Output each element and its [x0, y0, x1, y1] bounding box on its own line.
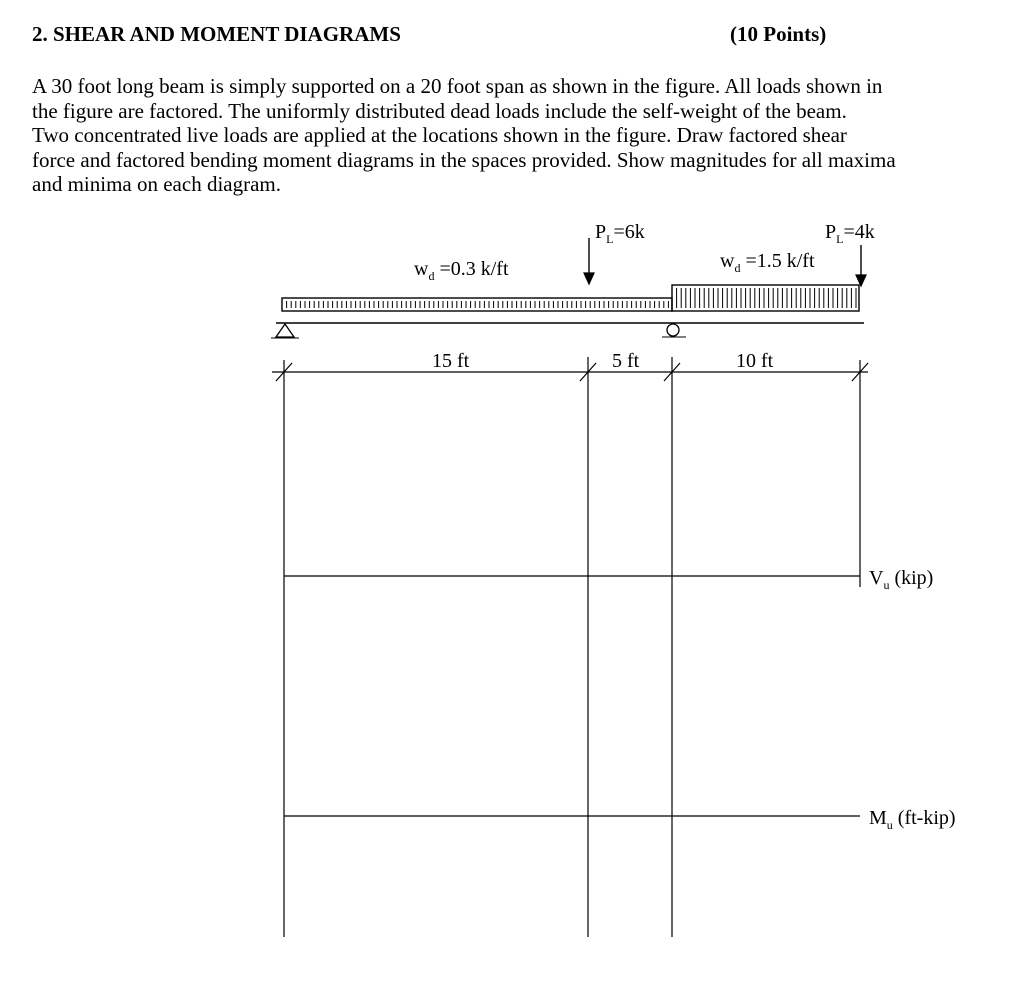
roller-support: [667, 324, 679, 336]
point-load-1-label: $P_L=6k$: [595, 221, 645, 246]
problem-line: and minima on each diagram.: [32, 172, 281, 197]
shear-diagram-label: $V_u$ (kip): [869, 567, 934, 592]
problem-points: (10 Points): [730, 22, 827, 46]
problem-line: A 30 foot long beam is simply supported on a 20 foot span as shown in the figure. All loads shown in: [32, 74, 883, 98]
problem-line: the figure are factored. The uniformly distributed dead loads include the self-weight of the beam.: [32, 98, 847, 123]
pin-support: [276, 324, 294, 337]
point-load-1-arrowhead: [584, 273, 594, 284]
udl-2-hatch: [677, 288, 856, 308]
problem-line: force and factored bending moment diagrams in the spaces provided. Show magnitudes for all maxima: [32, 147, 896, 172]
moment-diagram-label: $M_u$ (ft-kip): [869, 807, 956, 832]
point-load-2-label: $P_L=4k$: [825, 221, 875, 246]
dimension-label-5ft: 5 ft: [612, 350, 640, 372]
udl-2-label: $w_d =1.5$ k/ft: [720, 250, 815, 275]
udl-1-hatch: [287, 301, 669, 308]
problem-heading: 2. SHEAR AND MOMENT DIAGRAMS: [32, 22, 401, 46]
udl-1-label: $w_d =0.3$ k/ft: [414, 258, 509, 283]
problem-line: Two concentrated live loads are applied at the locations shown in the figure. Draw factored shear: [32, 123, 847, 148]
dimension-label-10ft: 10 ft: [736, 350, 774, 372]
dimension-label-15ft: 15 ft: [432, 350, 470, 372]
